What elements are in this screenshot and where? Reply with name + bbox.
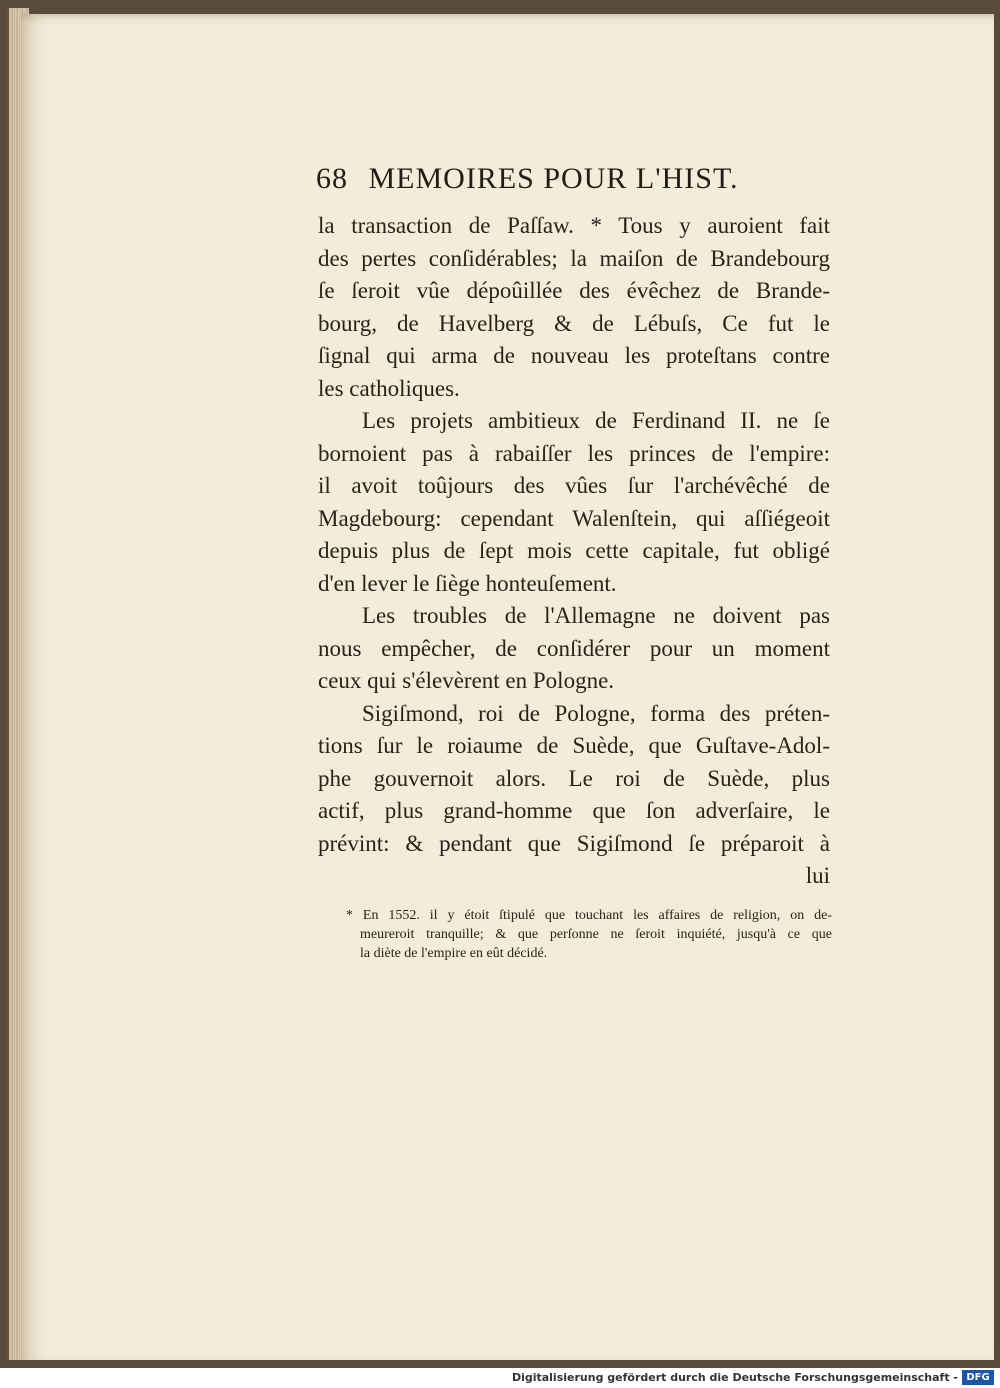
- text-line: bourg, de Havelberg & de Lébuſs, Ce fut le: [318, 310, 830, 336]
- footnote-line: la diète de l'empire en eût décidé.: [360, 946, 548, 961]
- text-line: il avoit toûjours des vûes ſur l'archévêché de: [318, 473, 830, 498]
- digitization-footer: [0, 1368, 1000, 1388]
- text-line: Les troubles de l'Allemagne ne doivent pas: [362, 603, 830, 628]
- text-line: actif, plus grand-homme que ſon adverſaire, le: [318, 798, 830, 823]
- running-header: [316, 162, 739, 202]
- text-line: d'en lever le ſiège honteuſement.: [318, 570, 617, 596]
- catchword: lui: [805, 863, 830, 888]
- funding-credit: Digitalisierung gefördert durch die Deutsche Forschungsgemeinschaft -: [511, 1371, 958, 1384]
- text-line: Magdebourg: cependant Walenſtein, qui aſſiégeoit: [318, 505, 830, 531]
- text-line: ſignal qui arma de nouveau les proteſtans contre: [318, 343, 830, 368]
- text-line: les catholiques.: [318, 375, 460, 401]
- body-text: [318, 210, 830, 893]
- text-line: ſe ſeroit vûe dépoûillée des évêchez de Brande-: [318, 278, 830, 303]
- page-number: 68: [316, 162, 348, 195]
- footnote-line: * En 1552. il y étoit ſtipulé que touchant les affaires de religion, on de-: [346, 908, 832, 923]
- text-line: phe gouvernoit alors. Le roi de Suède, plus: [318, 765, 830, 791]
- text-line: bornoient pas à rabaiſſer les princes de l'empire:: [318, 440, 830, 466]
- text-line: tions ſur le roiaume de Suède, que Guſtave-Adol-: [318, 733, 830, 758]
- text-line: ceux qui s'élevèrent en Pologne.: [318, 668, 615, 693]
- text-line: Sigiſmond, roi de Pologne, forma des préten-: [362, 700, 830, 726]
- footnote-line: meureroit tranquille; & que perſonne ne ſeroit inquiété, jusqu'à ce que: [360, 927, 832, 942]
- text-line: des pertes conſidérables; la maiſon de Brandebourg: [318, 245, 830, 271]
- running-head-title: MEMOIRES POUR L'HIST.: [368, 162, 739, 195]
- text-line: la transaction de Paſſaw. * Tous y auroient fait: [318, 213, 830, 238]
- footnote: [346, 906, 832, 963]
- text-line: depuis plus de ſept mois cette capitale, fut obligé: [318, 538, 830, 563]
- text-line: Les projets ambitieux de Ferdinand II. ne ſe: [362, 408, 830, 433]
- text-line: prévint: & pendant que Sigiſmond ſe préparoit à: [318, 830, 830, 856]
- dfg-logo-icon: DFG: [962, 1370, 994, 1385]
- text-line: nous empêcher, de conſidérer pour un moment: [318, 635, 830, 661]
